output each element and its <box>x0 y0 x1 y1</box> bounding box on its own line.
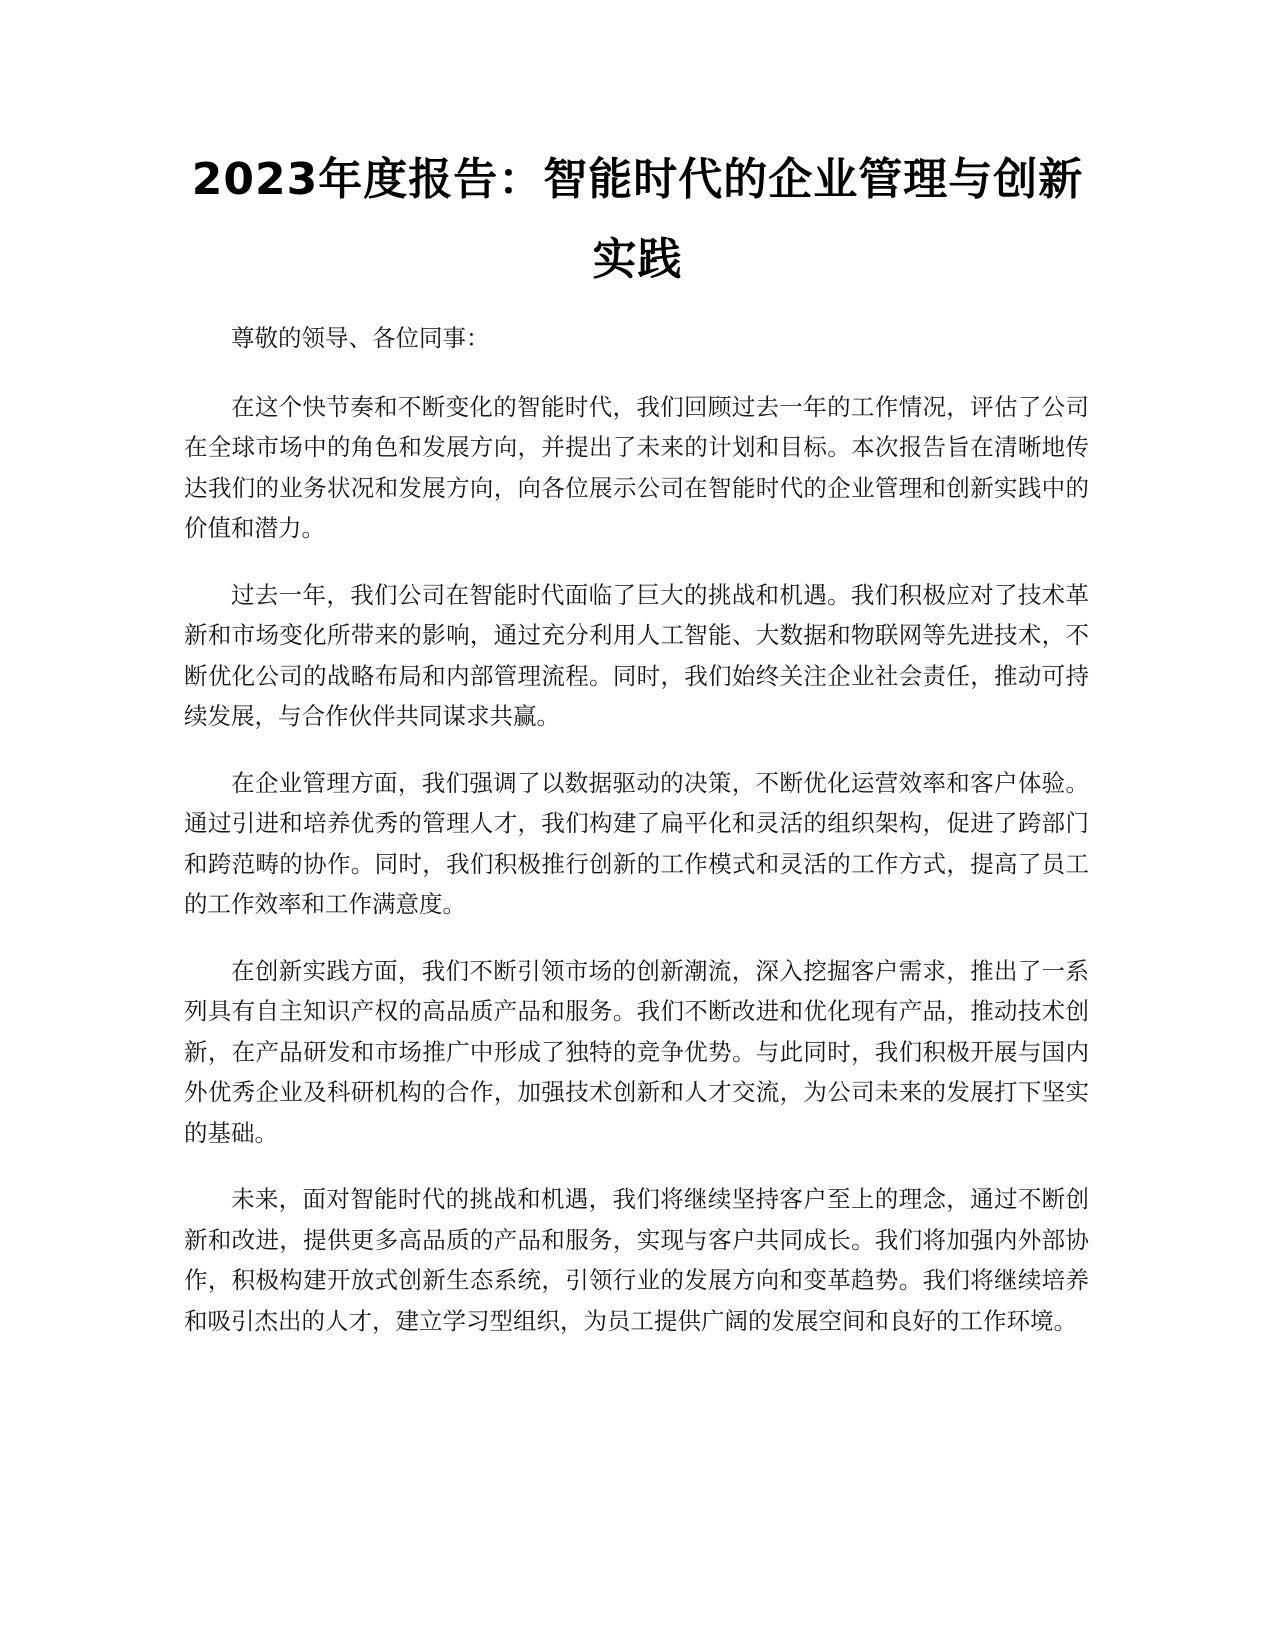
paragraph-innovation: 在创新实践方面，我们不断引领市场的创新潮流，深入挖掘客户需求，推出了一系列具有自主知识产权的高品质产品和服务。我们不断改进和优化现有产品，推动技术创新，在产品研发和市场推广中形成了独特的竞争优势。与此同时，我们积极开展与国内外优秀企业及科研机构的合作，加强技术创新和人才交流，为公司未来的发展打下坚实的基础。 <box>184 956 1089 1147</box>
greeting-line: 尊敬的领导、各位同事： <box>231 324 490 352</box>
paragraph-future: 未来，面对智能时代的挑战和机遇，我们将继续坚持客户至上的理念，通过不断创新和改进，提供更多高品质的产品和服务，实现与客户共同成长。我们将加强内外部协作，积极构建开放式创新生态系统，引领行业的发展方向和变革趋势。我们将继续培养和吸引杰出的人才，建立学习型组织，为员工提供广阔的发展空间和良好的工作环境。 <box>184 1185 1089 1335</box>
paragraph-management: 在企业管理方面，我们强调了以数据驱动的决策，不断优化运营效率和客户体验。通过引进和培养优秀的管理人才，我们构建了扁平化和灵活的组织架构，促进了跨部门和跨范畴的协作。同时，我们积极推行创新的工作模式和灵活的工作方式，提高了员工的工作效率和工作满意度。 <box>184 768 1089 918</box>
document-title: 2023年度报告：智能时代的企业管理与创新实践 <box>191 154 1084 285</box>
document-body <box>184 318 1089 1367</box>
paragraph-intro: 在这个快节奏和不断变化的智能时代，我们回顾过去一年的工作情况，评估了公司在全球市场中的角色和发展方向，并提出了未来的计划和目标。本次报告旨在清晰地传达我们的业务状况和发展方向，向各位展示公司在智能时代的企业管理和创新实践中的价值和潜力。 <box>184 392 1089 542</box>
paragraph-past-year: 过去一年，我们公司在智能时代面临了巨大的挑战和机遇。我们积极应对了技术革新和市场变化所带来的影响，通过充分利用人工智能、大数据和物联网等先进技术，不断优化公司的战略布局和内部管理流程。同时，我们始终关注企业社会责任，推动可持续发展，与合作伙伴共同谋求共赢。 <box>184 580 1089 730</box>
